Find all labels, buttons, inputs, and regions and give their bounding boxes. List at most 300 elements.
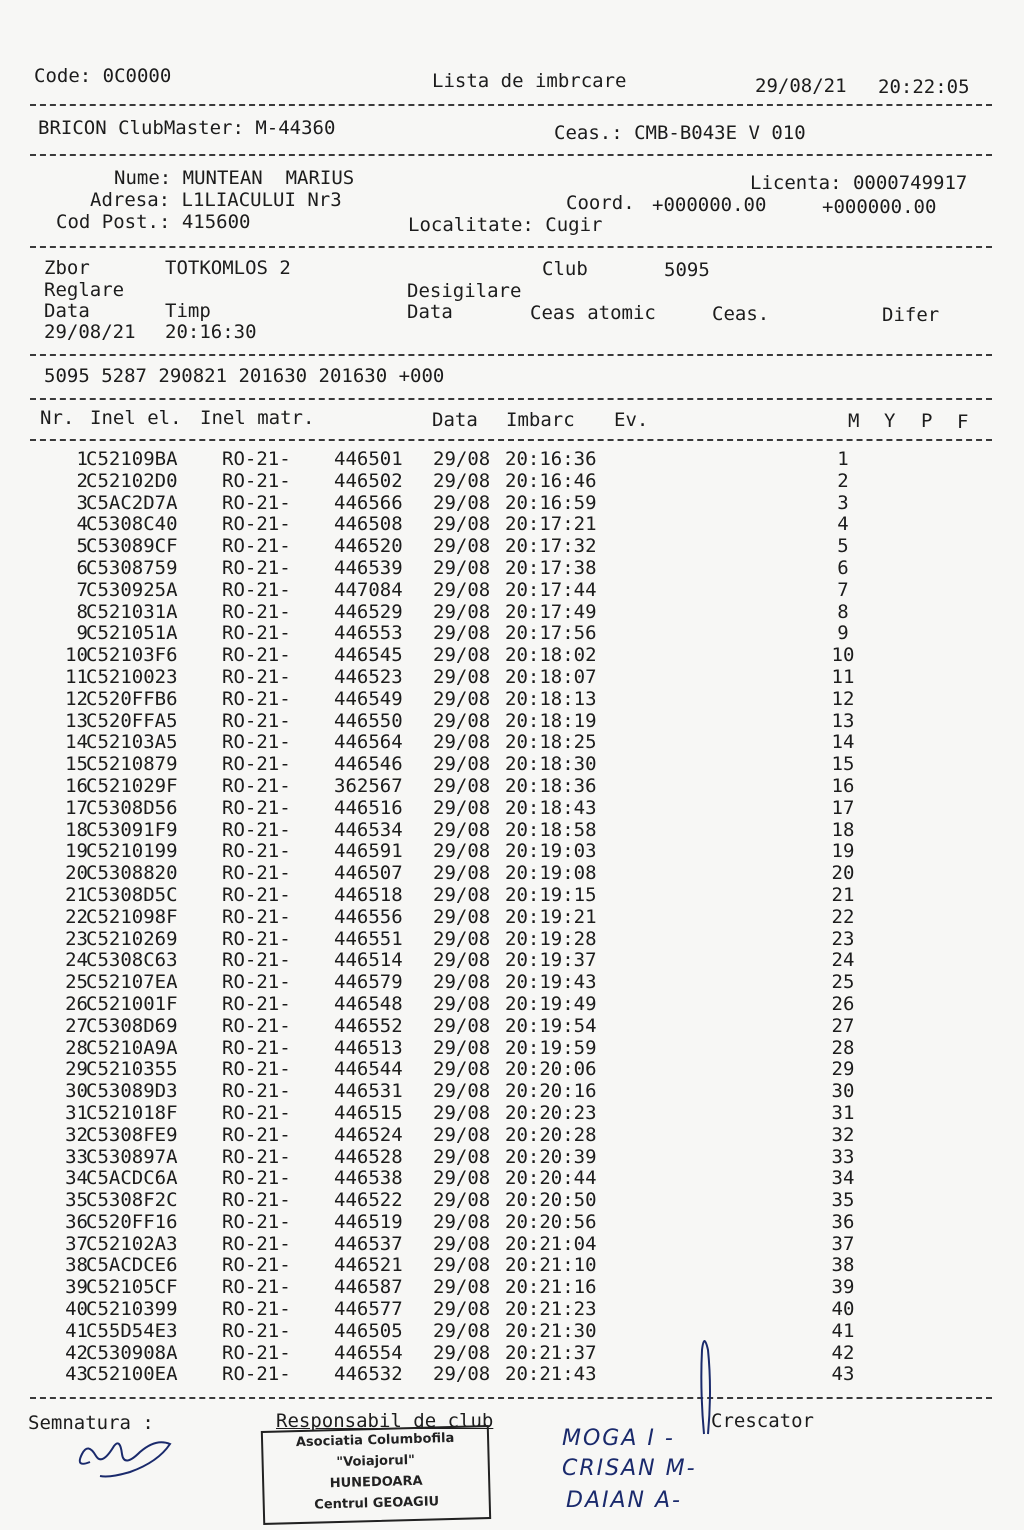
table-row [0, 1059, 1024, 1081]
cell-ro: RO-21- [222, 469, 291, 492]
cell-nr: 41 [65, 1319, 88, 1342]
table-row [0, 994, 1024, 1016]
cell-inel: C5308F2C [86, 1189, 178, 1212]
table-row [0, 1168, 1024, 1190]
cell-nr: 17 [65, 796, 88, 819]
coord-value-1: +000000.00 [652, 194, 767, 216]
cell-ro: RO-21- [222, 927, 291, 950]
cell-imbarc: 20:18:07 [505, 665, 597, 688]
cell-data: 29/08 [433, 840, 491, 863]
reglare-label: Reglare [44, 279, 125, 301]
cell-imbarc: 20:19:59 [505, 1036, 597, 1059]
cell-ro: RO-21- [222, 1145, 291, 1168]
cell-ro: RO-21- [222, 578, 291, 601]
cell-inel: C521051A [86, 622, 178, 645]
club-stamp [261, 1425, 491, 1525]
cell-m: 7 [837, 578, 849, 601]
cell-imbarc: 20:19:49 [505, 992, 597, 1015]
table-row [0, 1016, 1024, 1038]
cell-matr: 446554 [334, 1341, 403, 1364]
col-ev: Ev. [614, 409, 649, 431]
cell-m: 32 [831, 1123, 855, 1146]
table-row [0, 863, 1024, 885]
cell-m: 27 [831, 1014, 855, 1037]
cell-m: 6 [837, 556, 849, 579]
cell-ro: RO-21- [222, 1232, 291, 1255]
cell-inel: C520FFA5 [86, 709, 178, 732]
cell-imbarc: 20:20:06 [505, 1058, 597, 1081]
cell-ro: RO-21- [222, 448, 291, 470]
cell-nr: 2 [76, 469, 88, 492]
table-row [0, 645, 1024, 667]
cell-inel: C5308C40 [86, 513, 178, 536]
table-row [0, 602, 1024, 624]
breeder-label: Crescator [711, 1410, 814, 1432]
owner-name: Nume: MUNTEAN MARIUS [114, 167, 355, 189]
cell-data: 29/08 [433, 774, 491, 797]
col-p: P [921, 410, 933, 432]
cell-nr: 9 [76, 622, 88, 645]
cell-m: 14 [831, 731, 855, 754]
cell-ro: RO-21- [222, 687, 291, 710]
cell-imbarc: 20:16:59 [505, 491, 597, 514]
cell-nr: 18 [65, 818, 88, 841]
cell-inel: C52103F6 [86, 644, 178, 667]
desigilare-label: Desigilare [407, 280, 522, 302]
cell-nr: 1 [76, 448, 88, 470]
cell-imbarc: 20:17:32 [505, 535, 597, 558]
cell-ro: RO-21- [222, 731, 291, 754]
cell-inel: C530908A [86, 1341, 178, 1364]
cell-matr: 446552 [334, 1014, 403, 1037]
stamp-line: Asociatia Columbofila [295, 1430, 455, 1451]
cell-imbarc: 20:20:56 [505, 1210, 597, 1233]
table-row [0, 580, 1024, 602]
cell-imbarc: 20:18:19 [505, 709, 597, 732]
cell-m: 9 [837, 622, 849, 645]
table-row [0, 1190, 1024, 1212]
cell-nr: 26 [65, 992, 88, 1015]
table-row [0, 1147, 1024, 1169]
cell-data: 29/08 [433, 600, 491, 623]
cell-ro: RO-21- [222, 644, 291, 667]
cell-imbarc: 20:18:02 [505, 644, 597, 667]
cell-matr: 446551 [334, 927, 403, 950]
cell-matr: 446550 [334, 709, 403, 732]
cell-nr: 35 [65, 1189, 88, 1212]
cell-ro: RO-21- [222, 883, 291, 906]
cell-ro: RO-21- [222, 753, 291, 776]
cell-imbarc: 20:18:30 [505, 753, 597, 776]
cell-imbarc: 20:16:46 [505, 469, 597, 492]
table-row [0, 689, 1024, 711]
cell-inel: C52103A5 [86, 731, 178, 754]
cell-matr: 446528 [334, 1145, 403, 1168]
print-time: 20:22:05 [878, 76, 970, 98]
cell-m: 25 [831, 971, 855, 994]
cell-m: 8 [837, 600, 849, 623]
cell-data: 29/08 [433, 1341, 491, 1364]
stamp-line: HUNEDOARA [329, 1473, 423, 1492]
stamp-line: "Voiajorul" [336, 1452, 416, 1471]
cell-ro: RO-21- [222, 513, 291, 536]
cell-data: 29/08 [433, 687, 491, 710]
cell-imbarc: 20:18:25 [505, 731, 597, 754]
cell-imbarc: 20:16:36 [505, 448, 597, 470]
table-row [0, 1038, 1024, 1060]
cell-imbarc: 20:20:50 [505, 1189, 597, 1212]
divider [30, 1397, 992, 1399]
cell-inel: C5308FE9 [86, 1123, 178, 1146]
cell-m: 39 [831, 1276, 855, 1299]
cell-ro: RO-21- [222, 665, 291, 688]
cell-m: 31 [831, 1101, 855, 1124]
cell-nr: 42 [65, 1341, 88, 1364]
cell-inel: C52105CF [86, 1276, 178, 1299]
table-row [0, 1125, 1024, 1147]
reglare-time: 20:16:30 [165, 321, 257, 343]
cell-matr: 446523 [334, 665, 403, 688]
cell-ro: RO-21- [222, 1036, 291, 1059]
cell-nr: 14 [65, 731, 88, 754]
cell-inel: C521098F [86, 905, 178, 928]
coord-value-2: +000000.00 [822, 196, 937, 218]
cell-nr: 16 [65, 774, 88, 797]
cell-inel: C530897A [86, 1145, 178, 1168]
cell-inel: C520FF16 [86, 1210, 178, 1233]
cell-inel: C5210A9A [86, 1036, 178, 1059]
cell-m: 13 [831, 709, 855, 732]
cell-nr: 32 [65, 1123, 88, 1146]
table-row [0, 623, 1024, 645]
cell-nr: 24 [65, 949, 88, 972]
cell-inel: C530925A [86, 578, 178, 601]
cell-matr: 446564 [334, 731, 403, 754]
cell-inel: C5210879 [86, 753, 178, 776]
cell-ro: RO-21- [222, 905, 291, 928]
cell-m: 37 [831, 1232, 855, 1255]
signature-label: Semnatura : [28, 1412, 154, 1434]
table-row [0, 754, 1024, 776]
table-row [0, 885, 1024, 907]
cell-ro: RO-21- [222, 709, 291, 732]
cell-inel: C52102D0 [86, 469, 178, 492]
cell-inel: C5ACDC6A [86, 1167, 178, 1190]
cell-matr: 446539 [334, 556, 403, 579]
cell-m: 34 [831, 1167, 855, 1190]
cell-matr: 446518 [334, 883, 403, 906]
cell-imbarc: 20:19:43 [505, 971, 597, 994]
cell-data: 29/08 [433, 535, 491, 558]
cell-data: 29/08 [433, 1123, 491, 1146]
cell-imbarc: 20:17:21 [505, 513, 597, 536]
cell-data: 29/08 [433, 1254, 491, 1277]
cell-imbarc: 20:19:28 [505, 927, 597, 950]
club-label: Club [542, 258, 588, 280]
cell-data: 29/08 [433, 513, 491, 536]
cell-nr: 7 [76, 578, 88, 601]
cell-ro: RO-21- [222, 1319, 291, 1342]
cell-nr: 39 [65, 1276, 88, 1299]
cell-m: 23 [831, 927, 855, 950]
cell-matr: 446516 [334, 796, 403, 819]
document-title: Lista de imbrcare [432, 70, 627, 92]
table-row [0, 972, 1024, 994]
col-inel-matr: Inel matr. [200, 407, 315, 429]
cell-nr: 13 [65, 709, 88, 732]
cell-matr: 446513 [334, 1036, 403, 1059]
cell-data: 29/08 [433, 622, 491, 645]
cell-data: 29/08 [433, 927, 491, 950]
cell-ro: RO-21- [222, 1341, 291, 1364]
cell-matr: 447084 [334, 578, 403, 601]
cell-ro: RO-21- [222, 774, 291, 797]
cell-inel: C55D54E3 [86, 1319, 178, 1342]
cell-imbarc: 20:17:56 [505, 622, 597, 645]
cell-matr: 446556 [334, 905, 403, 928]
cell-data: 29/08 [433, 949, 491, 972]
cell-inel: C5AC2D7A [86, 491, 178, 514]
cell-matr: 446532 [334, 1363, 403, 1386]
cell-imbarc: 20:19:37 [505, 949, 597, 972]
cell-m: 30 [831, 1080, 855, 1103]
handwritten-mark [690, 1330, 730, 1440]
cell-matr: 446538 [334, 1167, 403, 1190]
cell-inel: C521001F [86, 992, 178, 1015]
cell-matr: 446548 [334, 992, 403, 1015]
cell-m: 35 [831, 1189, 855, 1212]
cell-ro: RO-21- [222, 1189, 291, 1212]
cell-ro: RO-21- [222, 556, 291, 579]
cell-m: 11 [831, 665, 855, 688]
table-row [0, 558, 1024, 580]
cell-data: 29/08 [433, 1363, 491, 1386]
table-row [0, 1255, 1024, 1277]
clock-label: Ceas. [712, 303, 770, 325]
cell-nr: 27 [65, 1014, 88, 1037]
cell-inel: C5308759 [86, 556, 178, 579]
cell-m: 36 [831, 1210, 855, 1233]
cell-imbarc: 20:19:54 [505, 1014, 597, 1037]
col-f: F [957, 411, 969, 433]
cell-imbarc: 20:17:44 [505, 578, 597, 601]
table-row [0, 1321, 1024, 1343]
cell-inel: C53089CF [86, 535, 178, 558]
cell-imbarc: 20:20:16 [505, 1080, 597, 1103]
table-row [0, 493, 1024, 515]
cell-data: 29/08 [433, 1101, 491, 1124]
cell-data: 29/08 [433, 1210, 491, 1233]
cell-m: 43 [831, 1363, 855, 1386]
cell-imbarc: 20:17:38 [505, 556, 597, 579]
atomic-clock-label: Ceas atomic [530, 302, 656, 324]
cell-nr: 22 [65, 905, 88, 928]
cell-ro: RO-21- [222, 1101, 291, 1124]
cell-m: 40 [831, 1298, 855, 1321]
table-row [0, 798, 1024, 820]
cell-imbarc: 20:21:04 [505, 1232, 597, 1255]
cell-imbarc: 20:17:49 [505, 600, 597, 623]
cell-imbarc: 20:20:23 [505, 1101, 597, 1124]
reglare-date: 29/08/21 [44, 321, 136, 343]
cell-m: 16 [831, 774, 855, 797]
divider [30, 154, 992, 156]
cell-data: 29/08 [433, 644, 491, 667]
cell-data: 29/08 [433, 1276, 491, 1299]
cell-data: 29/08 [433, 862, 491, 885]
cell-data: 29/08 [433, 753, 491, 776]
club-responsible-label: Responsabil de club [276, 1410, 494, 1432]
table-row [0, 711, 1024, 733]
timp-label: Timp [165, 300, 211, 322]
stamp-line: Centrul GEOAGIU [314, 1494, 440, 1513]
cell-m: 10 [831, 644, 855, 667]
cell-nr: 5 [76, 535, 88, 558]
club-master-id: BRICON ClubMaster: M-44360 [38, 117, 336, 139]
cell-nr: 29 [65, 1058, 88, 1081]
cell-matr: 446577 [334, 1298, 403, 1321]
cell-data: 29/08 [433, 1145, 491, 1168]
cell-nr: 25 [65, 971, 88, 994]
table-row [0, 1081, 1024, 1103]
print-date: 29/08/21 [755, 75, 847, 97]
cell-m: 42 [831, 1341, 855, 1364]
cell-m: 20 [831, 862, 855, 885]
data-label: Data [44, 300, 90, 322]
cell-data: 29/08 [433, 1167, 491, 1190]
cell-imbarc: 20:18:13 [505, 687, 597, 710]
cell-ro: RO-21- [222, 535, 291, 558]
cell-ro: RO-21- [222, 862, 291, 885]
col-data: Data [432, 409, 478, 431]
cell-matr: 446546 [334, 753, 403, 776]
divider [30, 354, 992, 356]
cell-m: 15 [831, 753, 855, 776]
col-inel-el: Inel el. [90, 407, 182, 429]
cell-imbarc: 20:20:44 [505, 1167, 597, 1190]
clock-id: Ceas.: CMB-B043E V 010 [554, 122, 806, 144]
handwritten-signature [70, 1432, 180, 1482]
handwritten-name: CRISAN M- [562, 1456, 697, 1481]
cell-inel: C521031A [86, 600, 178, 623]
divider [30, 398, 992, 400]
cell-ro: RO-21- [222, 1276, 291, 1299]
cell-matr: 446505 [334, 1319, 403, 1342]
cell-matr: 446545 [334, 644, 403, 667]
cell-matr: 446549 [334, 687, 403, 710]
cell-inel: C5210199 [86, 840, 178, 863]
table-row [0, 929, 1024, 951]
cell-data: 29/08 [433, 1036, 491, 1059]
basketing-table [0, 449, 1024, 1386]
cell-ro: RO-21- [222, 1254, 291, 1277]
cell-inel: C521029F [86, 774, 178, 797]
cell-m: 4 [837, 513, 849, 536]
col-imbarc: Imbarc [506, 409, 575, 431]
cell-matr: 446508 [334, 513, 403, 536]
cell-nr: 20 [65, 862, 88, 885]
table-row [0, 1212, 1024, 1234]
locality: Localitate: Cugir [408, 214, 603, 236]
cell-inel: C52102A3 [86, 1232, 178, 1255]
table-row [0, 732, 1024, 754]
cell-nr: 15 [65, 753, 88, 776]
table-row [0, 841, 1024, 863]
cell-data: 29/08 [433, 709, 491, 732]
cell-matr: 446544 [334, 1058, 403, 1081]
cell-matr: 446531 [334, 1080, 403, 1103]
cell-data: 29/08 [433, 796, 491, 819]
flight-name: TOTKOMLOS 2 [165, 257, 291, 279]
cell-data: 29/08 [433, 1298, 491, 1321]
cell-m: 22 [831, 905, 855, 928]
cell-data: 29/08 [433, 1232, 491, 1255]
cell-data: 29/08 [433, 1058, 491, 1081]
owner-address: Adresa: L1LIACULUI Nr3 [90, 189, 342, 211]
cell-nr: 10 [65, 644, 88, 667]
cell-inel: C5308D5C [86, 883, 178, 906]
cell-imbarc: 20:19:15 [505, 883, 597, 906]
cell-matr: 446501 [334, 448, 403, 470]
cell-ro: RO-21- [222, 1058, 291, 1081]
cell-data: 29/08 [433, 1319, 491, 1342]
cell-nr: 3 [76, 491, 88, 514]
table-row [0, 820, 1024, 842]
cell-imbarc: 20:19:08 [505, 862, 597, 885]
cell-imbarc: 20:19:21 [505, 905, 597, 928]
cell-imbarc: 20:21:16 [505, 1276, 597, 1299]
cell-imbarc: 20:20:28 [505, 1123, 597, 1146]
col-m: M [848, 410, 860, 432]
cell-matr: 362567 [334, 774, 403, 797]
cell-matr: 446587 [334, 1276, 403, 1299]
cell-nr: 34 [65, 1167, 88, 1190]
cell-data: 29/08 [433, 1014, 491, 1037]
cell-matr: 446522 [334, 1189, 403, 1212]
cell-ro: RO-21- [222, 971, 291, 994]
cell-imbarc: 20:21:10 [505, 1254, 597, 1277]
cell-data: 29/08 [433, 731, 491, 754]
cell-m: 21 [831, 883, 855, 906]
cell-inel: C5308820 [86, 862, 178, 885]
cell-nr: 8 [76, 600, 88, 623]
cell-nr: 33 [65, 1145, 88, 1168]
cell-matr: 446521 [334, 1254, 403, 1277]
cell-data: 29/08 [433, 883, 491, 906]
cell-matr: 446520 [334, 535, 403, 558]
divider [30, 104, 992, 106]
cell-m: 38 [831, 1254, 855, 1277]
divider [30, 246, 992, 248]
cell-nr: 4 [76, 513, 88, 536]
cell-m: 28 [831, 1036, 855, 1059]
clock-code-line: 5095 5287 290821 201630 201630 +000 [44, 365, 445, 387]
cell-imbarc: 20:21:37 [505, 1341, 597, 1364]
desigilare-data-label: Data [407, 301, 453, 323]
cell-data: 29/08 [433, 448, 491, 470]
cell-m: 3 [837, 491, 849, 514]
cell-nr: 6 [76, 556, 88, 579]
cell-inel: C52107EA [86, 971, 178, 994]
cell-matr: 446537 [334, 1232, 403, 1255]
cell-imbarc: 20:18:36 [505, 774, 597, 797]
divider [30, 439, 992, 441]
cell-data: 29/08 [433, 491, 491, 514]
cell-m: 26 [831, 992, 855, 1015]
table-row [0, 514, 1024, 536]
cell-inel: C5308D69 [86, 1014, 178, 1037]
cell-inel: C5210355 [86, 1058, 178, 1081]
